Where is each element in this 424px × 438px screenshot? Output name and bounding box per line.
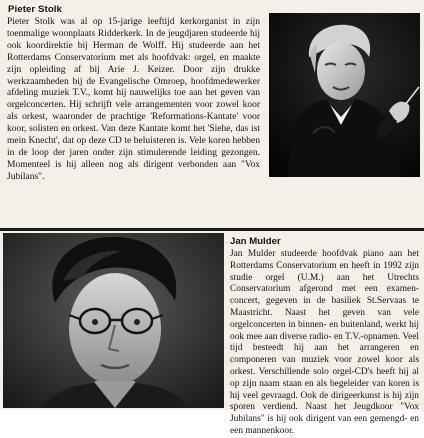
portrait-photo	[3, 233, 224, 408]
bio-text-pieter-stolk: Pieter Stolk was al op 15-jarige leeftijd kerkorganist in zijn toenmalige woonplaats Ridderkerk. In de jeugdjaren studeerde hij ook koordirektie bij Herman de Wolff. Hij studeerde aan het Rotterdams Conservatorium met als hoofdvak: orgel, en maakte zijn opleiding af bij Arie J. Keizer. Door zijn drukke werkzaamheden bij de Evangelische Omroep, hoofdmedewerker afdeling muziek T.V., komt hij nauwelijks toe aan het geven van orgelconcerten. Hij schrijft vele arrangementen voor zowel koor als orkest, waaronder de prachtige 'Reformations-Kantate' voor koor, solisten en orkest. Van deze Kantate komt het 'Siehe, das ist mein Knecht', dat op deze CD te beluisteren is. Vele koren hebben in de loop der jaren onder zijn stimulerende leiding gezongen. Momenteel is hij alleen nog als dirigent verbonden aan "Vox Jubilans".	[7, 17, 260, 182]
heading-jan-mulder: Jan Mulder	[230, 236, 281, 247]
section-divider	[0, 228, 424, 231]
portrait-photo-image	[3, 233, 224, 408]
heading-pieter-stolk: Pieter Stolk	[8, 4, 62, 15]
bio-text-jan-mulder: Jan Mulder studeerde hoofdvak piano aan het Rotterdams Conservatorium en heeft in 1992 zijn studie orgel (U.M.) aan het Utrechts Conservatorium afgerond met een examen-concert, gegeven in de basiliek St.Servaas te Maastricht. Naast het geven van vele orgelconcerten in binnen- en buitenland, werkt hij ook mee aan diverse radio- en T.V.-opnamen. Veel tijd besteedt hij aan het arrangeren en componeren van muziek voor zowel koor als orkest. Verschillende solo orgel-CD's heeft hij al op zijn naam staan en als begeleider van koren is hij veel gevraagd. Ook de dirigeerkunst is hij zijn sporen verdiend. Naast het Jeugdkoor "Vox Jubilans" is hij ook dirigent van een gemengd- en een mannenkoor.	[230, 249, 419, 436]
